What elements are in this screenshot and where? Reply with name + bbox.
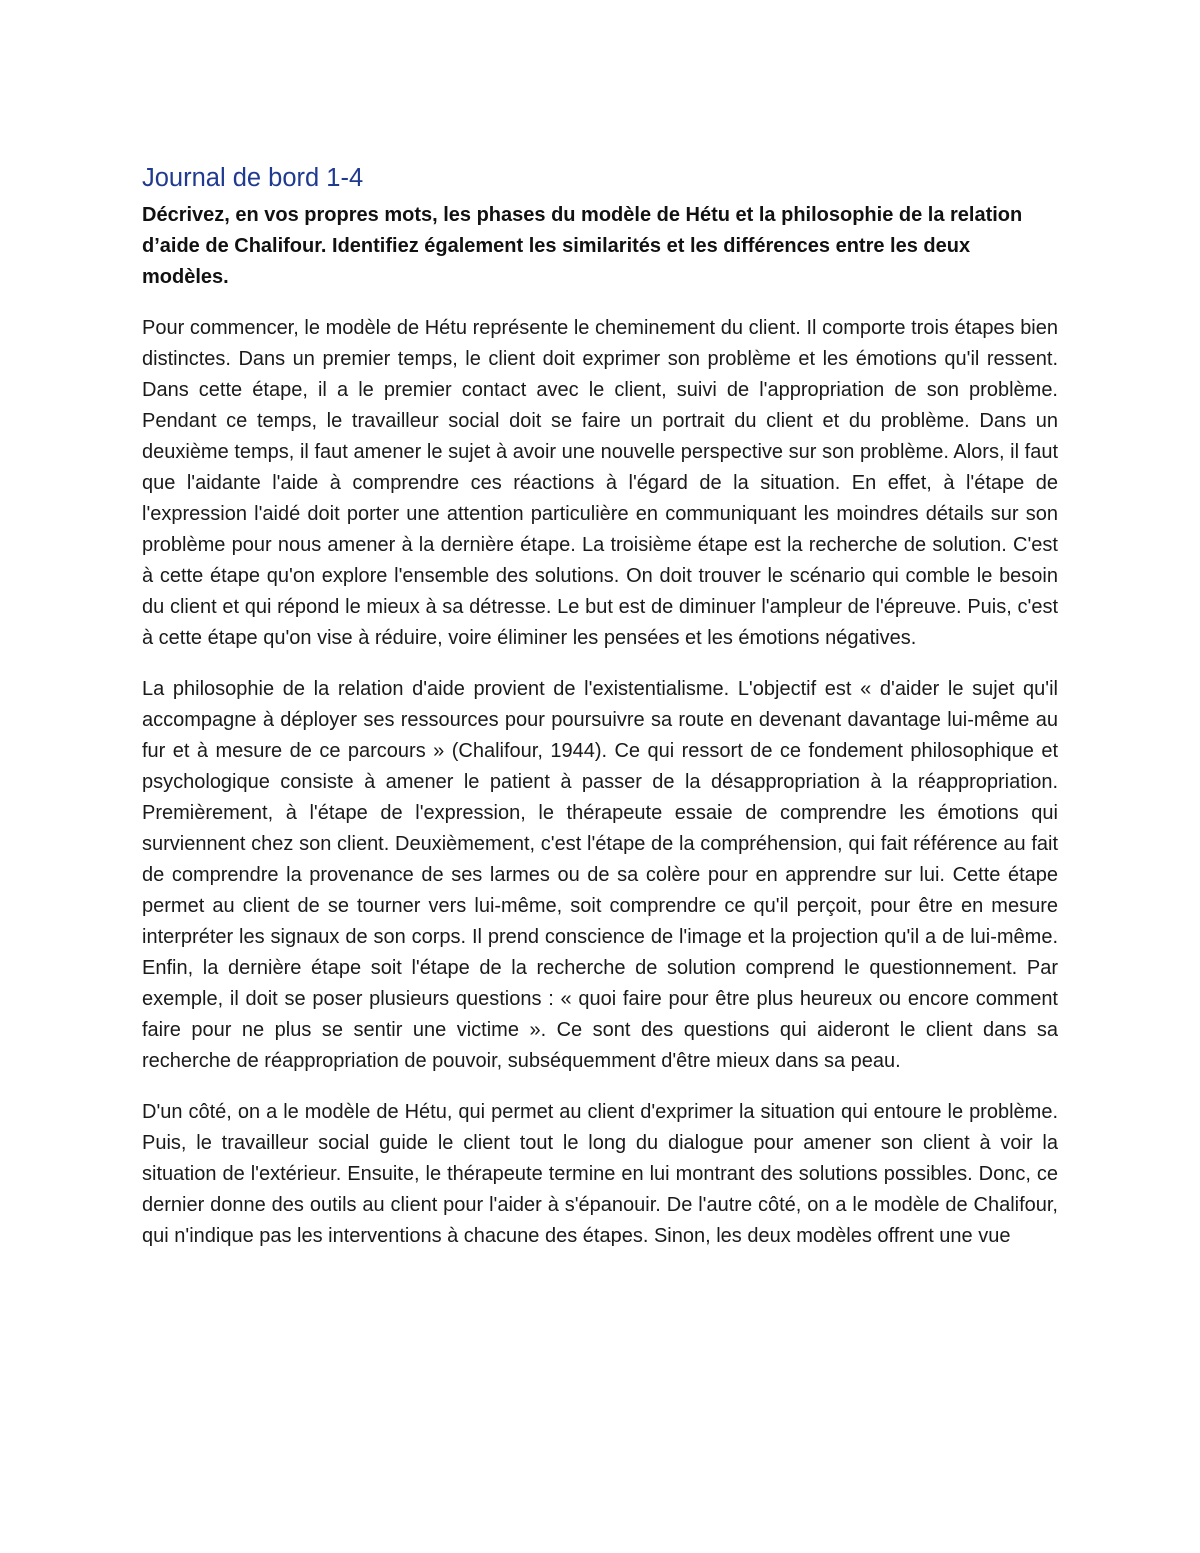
document-title: Journal de bord 1-4 (142, 164, 364, 192)
paragraph-hetu-model: Pour commencer, le modèle de Hétu représente le cheminement du client. Il comporte trois étapes bien distinctes. Dans un premier temps, le client doit exprimer son problème et les émotions qu'il ressent. Dans cette étape, il a le premier contact avec le client, suivi de l'appropriation de son problème. Pendant ce temps, le travailleur social doit se faire un portrait du client et du problème. Dans un deuxième temps, il faut amener le sujet à avoir une nouvelle perspective sur son problème. Alors, il faut que l'aidante l'aide à comprendre ces réactions à l'égard de la situation. En effet, à l'étape de l'expression l'aidé doit porter une attention particulière en communiquant les moindres détails sur son problème pour nous amener à la dernière étape. La troisième étape est la recherche de solution. C'est à cette étape qu'on explore l'ensemble des solutions. On doit trouver le scénario qui comble le besoin du client et qui répond le mieux à sa détresse. Le but est de diminuer l'ampleur de l'épreuve. Puis, c'est à cette étape qu'on vise à réduire, voire éliminer les pensées et les émotions négatives. (142, 317, 1058, 649)
assignment-question: Décrivez, en vos propres mots, les phases du modèle de Hétu et la philosophie de la relation d’aide de Chalifour. Identifiez également les similarités et les différences entre les deux modèles. (142, 204, 1023, 288)
paragraph-comparison: D'un côté, on a le modèle de Hétu, qui permet au client d'exprimer la situation qui entoure le problème. Puis, le travailleur social guide le client tout le long du dialogue pour amener son client à voir la situation de l'extérieur. Ensuite, le thérapeute termine en lui montrant des solutions possibles. Donc, ce dernier donne des outils au client pour l'aider à s'épanouir. De l'autre côté, on a le modèle de Chalifour, qui n'indique pas les interventions à chacune des étapes. Sinon, les deux modèles offrent une vue (142, 1101, 1058, 1247)
document-page (142, 162, 1058, 1247)
paragraph-chalifour-philosophy: La philosophie de la relation d'aide provient de l'existentialisme. L'objectif est « d'aider le sujet qu'il accompagne à déployer ses ressources pour poursuivre sa route en devenant davantage lui-même au fur et à mesure de ce parcours » (Chalifour, 1944). Ce qui ressort de ce fondement philosophique et psychologique consiste à amener le patient à passer de la désappropriation à la réappropriation. Premièrement, à l'étape de l'expression, le thérapeute essaie de comprendre les émotions qui surviennent chez son client. Deuxièmement, c'est l'étape de la compréhension, qui fait référence au fait de comprendre la provenance de ses larmes ou de sa colère pour en apprendre sur lui. Cette étape permet au client de se tourner vers lui-même, soit comprendre ce qu'il perçoit, pour être en mesure interpréter les signaux de son corps. Il prend conscience de l'image et la projection qu'il a de lui-même. Enfin, la dernière étape soit l'étape de la recherche de solution comprend le questionnement. Par exemple, il doit se poser plusieurs questions : « quoi faire pour être plus heureux ou encore comment faire pour ne plus se sentir une victime ». Ce sont des questions qui aideront le client dans sa recherche de réappropriation de pouvoir, subséquemment d'être mieux dans sa peau. (142, 678, 1058, 1072)
